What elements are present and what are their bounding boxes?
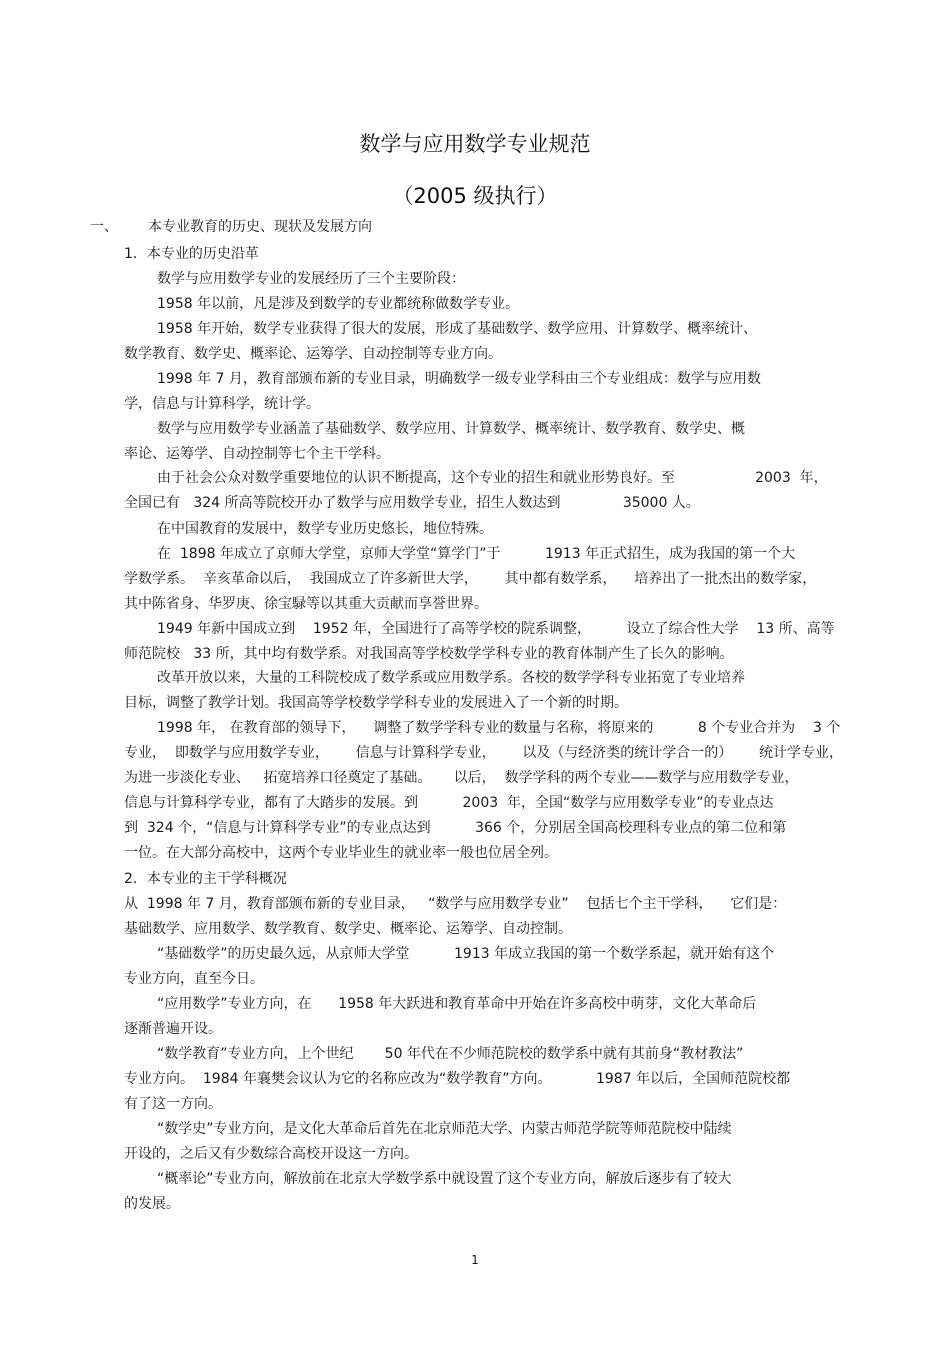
text-line: 基础数学、应用数学、数学教育、数学史、概率论、运筹学、自动控制。 <box>124 921 572 937</box>
text-line: 从 1998 年 7 月，教育部颁布新的专业目录， “数学与应用数学专业” 包括七个主干学科， 它们是： <box>124 896 787 912</box>
text-line: 学数学系。 辛亥革命以后， 我国成立了许多新世大学， 其中都有数学系， 培养出了一批杰出的数学家， <box>124 571 817 587</box>
text-line: 在中国教育的发展中，数学专业历史悠长，地位特殊。 <box>157 521 493 537</box>
text-line: “数学教育”专业方向，上个世纪 50 年代在不少师范院校的数学系中就有其前身“教材教法” <box>157 1046 744 1062</box>
text-line: 1998 年 7 月，教育部颁布新的专业目录，明确数学一级专业学科由三个专业组成：数学与应用数 <box>157 371 761 387</box>
text-line: 1958 年开始，数学专业获得了很大的发展，形成了基础数学、数学应用、计算数学、概率统计、 <box>157 321 758 337</box>
section-number: 一、 <box>90 219 118 235</box>
text-line: 师范院校 33 所，其中均有数学系。对我国高等学校数学学科专业的教育体制产生了长久的影响。 <box>124 646 734 662</box>
text-line: 率论、运筹学、自动控制等七个主干学科。 <box>124 446 390 462</box>
text-line: 专业方向。 1984 年襄樊会议认为它的名称应改为“数学教育”方向。 1987 年以后，全国师范院校都 <box>124 1071 791 1087</box>
text-line: 1949 年新中国成立到 1952 年，全国进行了高等学校的院系调整， 设立了综合性大学 13 所、高等 <box>157 621 835 637</box>
text-line: 其中陈省身、华罗庚、徐宝騄等以其重大贡献而享誉世界。 <box>124 596 488 612</box>
text-line: 学，信息与计算科学，统计学。 <box>124 396 320 412</box>
page-subtitle: （2005 级执行） <box>392 184 558 208</box>
text-line: “数学史”专业方向，是文化大革命后首先在北京师范大学、内蒙古师范学院等师范院校中陆续 <box>157 1121 732 1137</box>
text-line: 1958 年以前，凡是涉及到数学的专业都统称做数学专业。 <box>157 296 520 312</box>
text-line: 开设的，之后又有少数综合高校开设这一方向。 <box>124 1146 418 1162</box>
text-line: “基础数学”的历史最久远，从京师大学堂 1913 年成立我国的第一个数学系起，就开始有这个 <box>157 946 775 962</box>
text-line: 数学教育、数学史、概率论、运筹学、自动控制等专业方向。 <box>124 346 502 362</box>
text-line: 有了这一方向。 <box>124 1096 222 1112</box>
text-line: 在 1898 年成立了京师大学堂，京师大学堂“算学门”于 1913 年正式招生，成为我国的第一个大 <box>157 546 796 562</box>
text-line: 由于社会公众对数学重要地位的认识不断提高，这个专业的招生和就业形势良好。至 2003 年， <box>157 470 828 486</box>
page-number: 1 <box>471 1253 479 1267</box>
text-line: 为进一步淡化专业、 拓宽培养口径奠定了基础。 以后， 数学学科的两个专业——数学与应用数学专业， <box>124 770 799 786</box>
text-line: 改革开放以来，大量的工科院校成了数学系或应用数学系。各校的数学学科专业拓宽了专业培养 <box>157 670 745 686</box>
section-title: 本专业教育的历史、现状及发展方向 <box>148 219 372 235</box>
page-title: 数学与应用数学专业规范 <box>359 132 591 156</box>
text-line: 数学与应用数学专业的发展经历了三个主要阶段： <box>157 271 465 287</box>
text-line: “应用数学”专业方向，在 1958 年大跃进和教育革命中开始在许多高校中萌芽，文化大革命后 <box>157 996 757 1012</box>
text-line: 逐渐普遍开设。 <box>124 1021 222 1037</box>
text-line: 数学与应用数学专业涵盖了基础数学、数学应用、计算数学、概率统计、数学教育、数学史、概 <box>157 421 745 437</box>
text-line: 1．本专业的历史沿革 <box>124 246 259 262</box>
text-line: 1998 年， 在教育部的领导下， 调整了数学学科专业的数量与名称，将原来的 8 个专业合并为 3 个 <box>157 720 841 736</box>
text-line: 全国已有 324 所高等院校开办了数学与应用数学专业，招生人数达到 35000 人。 <box>124 495 700 511</box>
text-line: 专业， 即数学与应用数学专业， 信息与计算科学专业， 以及（与经济类的统计学合一的） 统计学专业， <box>124 745 844 761</box>
text-line: “概率论”专业方向，解放前在北京大学数学系中就设置了这个专业方向，解放后逐步有了较大 <box>157 1171 732 1187</box>
text-line: 到 324 个，“信息与计算科学专业”的专业点达到 366 个，分别居全国高校理科专业点的第二位和第 <box>124 820 787 836</box>
text-line: 信息与计算科学专业，都有了大踏步的发展。到 2003 年，全国“数学与应用数学专业”的专业点达 <box>124 795 774 811</box>
text-line: 一位。在大部分高校中，这两个专业毕业生的就业率一般也位居全列。 <box>124 845 558 861</box>
text-line: 的发展。 <box>124 1196 180 1212</box>
text-line: 专业方向，直至今日。 <box>124 971 264 987</box>
text-line: 2．本专业的主干学科概况 <box>124 871 287 887</box>
text-line: 目标，调整了教学计划。我国高等学校数学学科专业的发展进入了一个新的时期。 <box>124 695 628 711</box>
